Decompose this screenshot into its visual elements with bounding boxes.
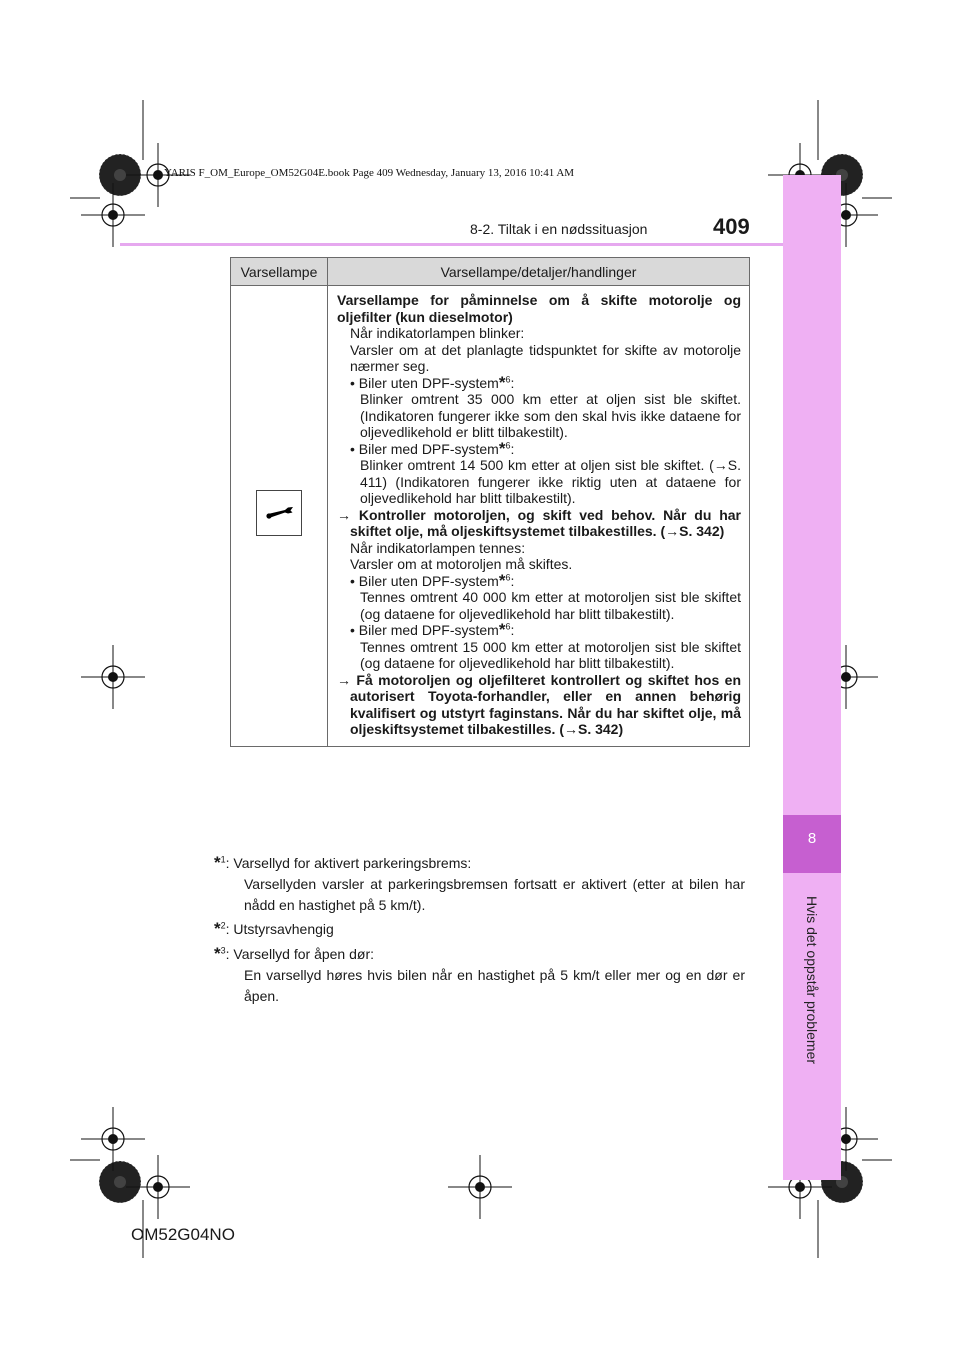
footnote-body: En varsellyd høres hvis bilen når en hastighet på 5 km/t eller mer og en dør er åpen. <box>244 967 745 1004</box>
footnote-3 <box>214 943 745 1007</box>
bullet-heading: Biler med DPF-system <box>358 622 499 638</box>
footnote-2 <box>214 918 745 940</box>
page-number: 409 <box>713 214 750 239</box>
footnote-mark: * <box>498 570 506 590</box>
footnote-heading: : Utstyrsavhengig <box>225 921 334 937</box>
footnote-mark: * <box>498 372 506 392</box>
bullet-mark: • <box>350 374 355 391</box>
warning-lamp-table <box>230 257 750 747</box>
blink-label: Når indikatorlampen blinker: <box>350 325 525 341</box>
bullet-heading: Biler med DPF-system <box>358 440 499 457</box>
bullet-text: Blinker omtrent 14 500 km etter at oljen sist ble skiftet. (→S. 411) (Indikatoren fungerer ikke riktig uten at dataene for oljevedlikehold har blitt tilbakestilt). <box>360 457 741 506</box>
bullet-heading: Biler uten DPF-system <box>358 572 499 589</box>
lamp-icon-cell <box>231 286 328 747</box>
lamp-title: Varsellampe for påminnelse om å skifte motorolje og oljefilter (kun dieselmotor) <box>337 292 741 325</box>
lit-description: Varsler om at motoroljen må skiftes. <box>350 556 573 572</box>
bullet-text: Blinker omtrent 35 000 km etter at oljen sist ble skiftet. (Indikatoren fungerer ikke som den skal hvis ikke dataene for oljevedlikehold er blitt tilbakestilt). <box>360 391 741 440</box>
column-header-lamp: Varsellampe <box>231 258 328 286</box>
section-title: 8-2. Tiltak i en nødssituasjon <box>470 221 648 237</box>
blink-action: → Kontroller motoroljen, og skift ved behov. Når du har skiftet olje, må oljeskiftsystemet tilbakestilles. (→S. 342) <box>337 506 741 539</box>
footnote-mark: * <box>498 620 506 639</box>
lit-label: Når indikatorlampen tennes: <box>350 539 526 556</box>
footnote-1 <box>214 852 745 916</box>
footnote-number: 1 <box>220 854 226 865</box>
column-header-details: Varsellampe/detaljer/handlinger <box>328 258 750 286</box>
print-info-line: YARIS F_OM_Europe_OM52G04E.book Page 409 Wednesday, January 13, 2016 10:41 AM <box>164 167 575 179</box>
bullet-mark: • <box>350 572 355 589</box>
header-rule <box>120 243 783 246</box>
bullet-text: Tennes omtrent 15 000 km etter at motoroljen sist ble skiftet (og dataene for oljevedlikehold har blitt tilbakestilt). <box>360 638 741 671</box>
footnote-mark: * <box>214 853 221 872</box>
bullet-text: Tennes omtrent 40 000 km etter at motoroljen sist ble skiftet (og dataene for oljevedlikehold har blitt tilbakestilt). <box>360 589 741 622</box>
footnote-ref: 6 <box>505 373 511 384</box>
list-item: • Biler med DPF-system*$^6$: <box>350 620 515 639</box>
wrench-icon <box>256 490 302 536</box>
document-code: OM52G04NO <box>131 1225 235 1244</box>
footnote-heading: : Varsellyd for aktivert parkeringsbrems: <box>225 855 472 871</box>
footnote-number: 3 <box>220 945 226 956</box>
footnote-ref: 6 <box>505 621 511 632</box>
table-header-row <box>231 258 750 286</box>
list-item: • Biler uten DPF-system*$^6$: <box>350 372 515 392</box>
bullet-mark: • <box>350 440 355 457</box>
footnote-body: Varsellyden varsler at parkeringsbremsen fortsatt er aktivert (etter at bilen har nådd en hastighet på 5 km/t). <box>244 876 745 913</box>
footnote-mark: * <box>214 944 221 963</box>
footnote-heading: : Varsellyd for åpen dør: <box>225 946 375 962</box>
chapter-label: Hvis det oppstår problemer <box>804 895 820 1065</box>
list-item: • Biler med DPF-system*$^6$: <box>350 438 515 458</box>
footnote-mark: * <box>214 919 221 938</box>
blink-description: Varsler om at det planlagte tidspunktet for skifte av motorolje nærmer seg. <box>350 341 741 374</box>
bullet-mark: • <box>350 622 355 638</box>
list-item: • Biler uten DPF-system*$^6$: <box>350 570 515 590</box>
footnote-number: 2 <box>220 920 226 931</box>
footnote-ref: 6 <box>505 571 511 582</box>
footnote-ref: 6 <box>505 439 511 450</box>
lamp-details-cell <box>328 286 750 747</box>
bullet-heading: Biler uten DPF-system <box>358 374 499 391</box>
table-row <box>231 286 750 747</box>
footnote-mark: * <box>498 438 506 458</box>
chapter-number: 8 <box>807 830 817 847</box>
lit-action: → Få motoroljen og oljefilteret kontrollert og skiftet hos en autorisert Toyota-forhandler, eller en annen behørig kvalifisert og utstyrt faginstans. Når du har skiftet olje, må oljeskiftsystemet tilbakestilles. (→S. 342) <box>337 671 741 737</box>
